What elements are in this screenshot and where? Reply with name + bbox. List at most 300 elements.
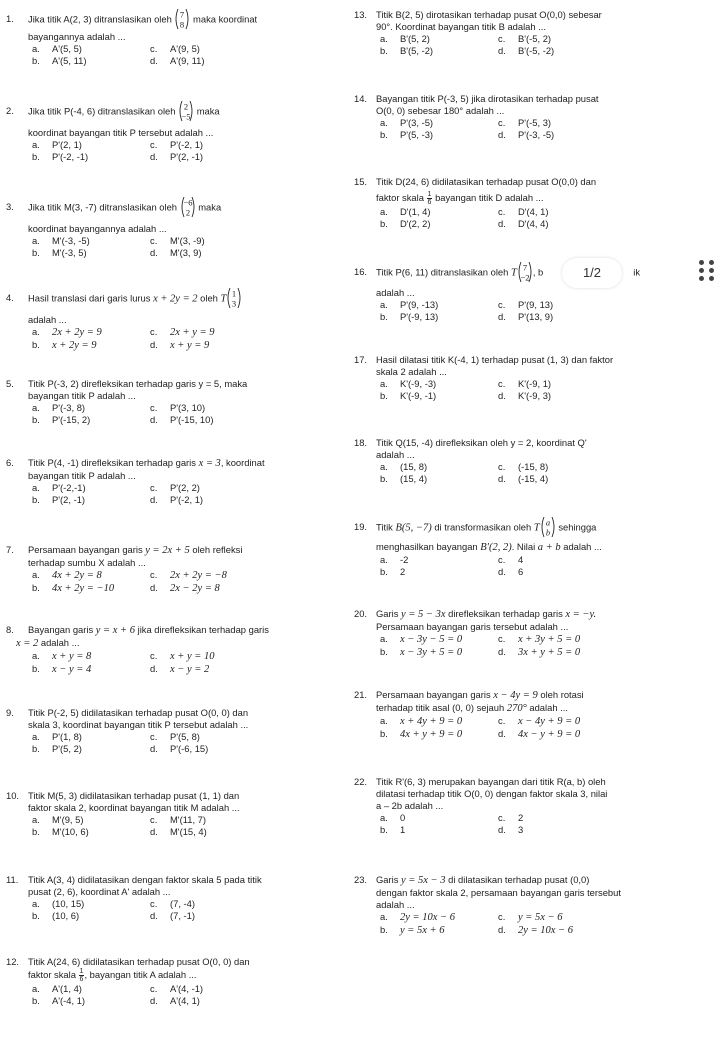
- option-text: 3x + y + 5 = 0: [518, 647, 581, 658]
- answer-option[interactable]: [498, 554, 668, 566]
- option-letter: b.: [32, 414, 40, 425]
- answer-option[interactable]: [150, 326, 320, 339]
- option-text: x + 2y = 9: [52, 340, 97, 351]
- question-text: , koordinat: [220, 457, 265, 468]
- option-text: 2x + y = 9: [170, 327, 215, 338]
- option-letter: a.: [32, 983, 40, 994]
- option-text: 4x + 2y = −10: [52, 583, 115, 594]
- option-text: (10, 6): [52, 910, 80, 921]
- answer-option[interactable]: [32, 910, 150, 922]
- answer-option[interactable]: [32, 814, 150, 826]
- answer-options: [354, 117, 716, 141]
- answer-option[interactable]: [498, 924, 668, 937]
- question-text: Persamaan bayangan garis: [28, 544, 143, 555]
- answer-option[interactable]: [380, 390, 498, 402]
- answer-option[interactable]: [150, 339, 320, 352]
- question-number: 10.: [6, 790, 20, 801]
- answer-option[interactable]: [150, 139, 320, 151]
- option-letter: c.: [150, 983, 158, 994]
- option-letter: d.: [498, 129, 506, 140]
- option-text: A'(5, 11): [52, 55, 87, 66]
- question-text: Jika titik M(3, -7) ditranslasikan oleh: [28, 201, 178, 213]
- option-letter: d.: [150, 826, 158, 837]
- option-letter: d.: [150, 414, 158, 425]
- option-letter: b.: [380, 218, 388, 229]
- question-number: 17.: [354, 354, 368, 365]
- answer-option[interactable]: [150, 235, 320, 247]
- option-letter: d.: [498, 218, 506, 229]
- answer-option[interactable]: [32, 983, 150, 995]
- option-letter: d.: [150, 910, 158, 921]
- answer-option[interactable]: [380, 924, 498, 937]
- option-letter: c.: [498, 554, 506, 565]
- option-text: 1: [400, 824, 406, 835]
- option-text: P'(-2, -1): [52, 151, 89, 162]
- question-text: Garis: [376, 608, 399, 619]
- question-text: oleh rotasi: [540, 689, 584, 700]
- option-text: 2: [400, 566, 406, 577]
- vector-brackets: [174, 8, 190, 30]
- menu-dot: [709, 276, 714, 281]
- answer-option[interactable]: [380, 812, 498, 824]
- page-indicator: 1/2: [562, 258, 622, 288]
- option-letter: d.: [498, 473, 506, 484]
- answer-option[interactable]: [32, 414, 150, 426]
- option-text: P'(3, 10): [170, 402, 206, 413]
- option-text: (7, -1): [170, 910, 196, 921]
- question-number: 22.: [354, 776, 368, 787]
- option-letter: d.: [150, 582, 158, 593]
- question-text: O(0, 0) sebesar 180° adalah ...: [376, 105, 505, 116]
- answer-options: [6, 235, 350, 259]
- equation: x − 4y = 9: [493, 690, 538, 701]
- answer-option[interactable]: [32, 55, 150, 67]
- vector-top: a: [545, 517, 550, 528]
- answer-option[interactable]: [498, 45, 668, 57]
- option-text: K'(-9, 1): [518, 378, 552, 389]
- question-text: Persamaan bayangan garis tersebut adalah ...: [376, 621, 569, 632]
- option-text: P'(13, 9): [518, 311, 554, 322]
- option-text: A'(5, 5): [52, 43, 82, 54]
- answer-options: [354, 378, 716, 402]
- option-letter: c.: [150, 139, 158, 150]
- answer-option[interactable]: [380, 206, 498, 218]
- option-text: x + y = 8: [52, 651, 92, 662]
- answer-options: [354, 461, 716, 485]
- answer-option[interactable]: [380, 311, 498, 323]
- option-letter: b.: [380, 646, 388, 657]
- answer-option[interactable]: [498, 633, 668, 646]
- answer-option[interactable]: [498, 911, 668, 924]
- answer-option[interactable]: [32, 826, 150, 838]
- question-4: [6, 288, 350, 352]
- answer-option[interactable]: [150, 663, 320, 676]
- answer-option[interactable]: [498, 728, 668, 741]
- answer-option[interactable]: [498, 812, 668, 824]
- question-text: . Nilai: [511, 541, 536, 552]
- answer-option[interactable]: [380, 911, 498, 924]
- answer-option[interactable]: [32, 569, 150, 582]
- answer-option[interactable]: [32, 235, 150, 247]
- question-10: [6, 790, 350, 838]
- left-paren: [228, 288, 230, 308]
- option-text: M'(3, 9): [170, 247, 202, 258]
- option-letter: d.: [498, 566, 506, 577]
- answer-option[interactable]: [380, 554, 498, 566]
- answer-option[interactable]: [150, 247, 320, 259]
- question-text: adalah ...: [28, 314, 67, 325]
- answer-option[interactable]: [150, 650, 320, 663]
- vector-top: 2: [183, 101, 189, 112]
- equation: x + 2y = 2: [153, 293, 198, 305]
- answer-option[interactable]: [498, 299, 668, 311]
- answer-options: [6, 402, 350, 426]
- option-letter: d.: [150, 247, 158, 258]
- answer-option[interactable]: [380, 378, 498, 390]
- question-text: bayangan titik D adalah ...: [435, 191, 544, 203]
- fraction: [427, 191, 433, 206]
- option-text: x + y = 9: [170, 340, 210, 351]
- answer-option[interactable]: [32, 339, 150, 352]
- option-text: P'(5, -3): [400, 129, 434, 140]
- answer-options: [6, 814, 350, 838]
- question-text: a – 2b adalah ...: [376, 800, 444, 811]
- answer-option[interactable]: [32, 650, 150, 663]
- option-letter: b.: [32, 826, 40, 837]
- question-number: 8.: [6, 624, 14, 635]
- option-text: M'(9, 5): [52, 814, 84, 825]
- question-text: pusat (2, 6), koordinat A' adalah ...: [28, 886, 171, 897]
- answer-option[interactable]: [380, 45, 498, 57]
- answer-options: [6, 983, 350, 1007]
- question-text: Titik P(4, -1) direfleksikan terhadap garis: [28, 457, 196, 468]
- answer-option[interactable]: [380, 566, 498, 578]
- answer-option[interactable]: [380, 461, 498, 473]
- option-text: K'(-9, 3): [518, 390, 552, 401]
- vector-bottom: −2: [520, 272, 530, 283]
- question-text: Hasil translasi dari garis lurus: [28, 292, 151, 304]
- option-text: P'(-15, 10): [170, 414, 214, 425]
- question-number: 23.: [354, 874, 368, 885]
- answer-option[interactable]: [32, 898, 150, 910]
- menu-dot: [699, 260, 704, 265]
- answer-option[interactable]: [32, 663, 150, 676]
- question-text: maka: [198, 201, 222, 213]
- answer-option[interactable]: [498, 129, 668, 141]
- menu-dot: [709, 260, 714, 265]
- answer-option[interactable]: [498, 646, 668, 659]
- question-text: , bayangan titik A adalah ...: [84, 968, 197, 980]
- answer-option[interactable]: [150, 898, 320, 910]
- question-text: skala 3, koordinat bayangan titik P tersebut adalah ...: [28, 719, 249, 730]
- vector-bottom: 8: [180, 19, 185, 30]
- option-text: M'(10, 6): [52, 826, 89, 837]
- option-text: D'(4, 4): [518, 218, 549, 229]
- question-text: bayangannya adalah ...: [28, 31, 126, 42]
- question-23: [354, 874, 716, 937]
- answer-option[interactable]: [380, 715, 498, 728]
- equation: y = 5 − 3x: [401, 609, 446, 620]
- equation: x = 2: [16, 638, 39, 649]
- answer-option[interactable]: [380, 824, 498, 836]
- answer-options: [354, 554, 716, 578]
- answer-option[interactable]: [32, 43, 150, 55]
- question-number: 15.: [354, 176, 368, 187]
- answer-option[interactable]: [32, 731, 150, 743]
- option-text: P'(2, -1): [170, 151, 204, 162]
- option-text: 4: [518, 554, 524, 565]
- answer-option[interactable]: [498, 117, 668, 129]
- question-16: [354, 262, 716, 323]
- option-letter: b.: [380, 924, 388, 935]
- answer-option[interactable]: [150, 402, 320, 414]
- option-text: 4x + y + 9 = 0: [400, 729, 463, 740]
- option-letter: c.: [150, 898, 158, 909]
- option-letter: a.: [380, 812, 388, 823]
- answer-option[interactable]: [380, 117, 498, 129]
- answer-option[interactable]: [32, 402, 150, 414]
- option-text: 2: [518, 812, 524, 823]
- right-paren: [238, 288, 240, 308]
- option-letter: c.: [150, 482, 158, 493]
- option-text: (10, 15): [52, 898, 85, 909]
- question-text: ik: [633, 266, 641, 278]
- answer-option[interactable]: [32, 494, 150, 506]
- answer-options: [6, 326, 350, 352]
- column-vector: [540, 516, 556, 538]
- answer-option[interactable]: [150, 414, 320, 426]
- question-13: [354, 9, 716, 57]
- option-letter: b.: [32, 339, 40, 350]
- answer-option[interactable]: [150, 826, 320, 838]
- equation: x = 3: [198, 458, 221, 469]
- option-text: A'(4, 1): [170, 995, 200, 1006]
- answer-option[interactable]: [150, 55, 320, 67]
- option-letter: a.: [32, 235, 40, 246]
- question-number: 12.: [6, 956, 20, 967]
- option-text: (-15, 4): [518, 473, 549, 484]
- answer-option[interactable]: [380, 646, 498, 659]
- answer-option[interactable]: [380, 299, 498, 311]
- vector-bottom: −5: [181, 111, 191, 122]
- option-text: M'(11, 7): [170, 814, 206, 825]
- answer-option[interactable]: [498, 33, 668, 45]
- option-text: P'(-5, 3): [518, 117, 552, 128]
- answer-options: [6, 569, 350, 595]
- question-number: 19.: [354, 521, 368, 533]
- option-text: M'(15, 4): [170, 826, 207, 837]
- option-letter: a.: [32, 482, 40, 493]
- menu-dot: [699, 268, 704, 273]
- option-letter: a.: [32, 569, 40, 580]
- option-text: P'(-2, 1): [170, 139, 204, 150]
- question-text: sehingga: [558, 521, 597, 533]
- option-text: (15, 4): [400, 473, 428, 484]
- menu-dot: [709, 268, 714, 273]
- option-letter: d.: [150, 55, 158, 66]
- option-text: (7, -4): [170, 898, 196, 909]
- option-letter: c.: [498, 461, 506, 472]
- question-text: 90°. Koordinat bayangan titik B adalah ...: [376, 21, 547, 32]
- fraction-numerator: 1: [427, 191, 432, 198]
- answer-option[interactable]: [150, 731, 320, 743]
- answer-option[interactable]: [498, 390, 668, 402]
- option-text: x − y = 4: [52, 664, 92, 675]
- answer-option[interactable]: [380, 218, 498, 230]
- option-text: B'(-5, -2): [518, 45, 555, 56]
- option-letter: b.: [380, 129, 388, 140]
- answer-option[interactable]: [498, 311, 668, 323]
- question-2: [6, 101, 350, 163]
- answer-option[interactable]: [498, 206, 668, 218]
- menu-dot: [699, 276, 704, 281]
- question-text: Titik R'(6, 3) merupakan bayangan dari titik R(a, b) oleh: [376, 776, 606, 787]
- option-letter: a.: [380, 117, 388, 128]
- question-text: faktor skala 2, koordinat bayangan titik M adalah ...: [28, 802, 240, 813]
- option-letter: b.: [32, 743, 40, 754]
- menu-dots-icon[interactable]: [697, 258, 717, 284]
- vector-brackets: [178, 100, 194, 122]
- answer-option[interactable]: [150, 983, 320, 995]
- vector-brackets: [180, 196, 196, 218]
- option-letter: d.: [498, 646, 506, 657]
- answer-option[interactable]: [150, 743, 320, 755]
- option-letter: c.: [150, 235, 158, 246]
- question-text: Titik B(2, 5) dirotasikan terhadap pusat O(0,0) sebesar: [376, 9, 602, 20]
- question-21: [354, 689, 716, 741]
- answer-option[interactable]: [498, 824, 668, 836]
- option-letter: b.: [32, 494, 40, 505]
- answer-option[interactable]: [150, 995, 320, 1007]
- question-text: adalah ...: [376, 449, 415, 460]
- option-text: P'(-6, 15): [170, 743, 209, 754]
- option-text: P'(9, -13): [400, 299, 439, 310]
- option-letter: b.: [380, 728, 388, 739]
- answer-option[interactable]: [380, 633, 498, 646]
- answer-option[interactable]: [150, 910, 320, 922]
- answer-option[interactable]: [498, 218, 668, 230]
- left-paren: [176, 9, 178, 29]
- option-letter: a.: [32, 731, 40, 742]
- answer-option[interactable]: [150, 151, 320, 163]
- answer-options: [354, 206, 716, 230]
- answer-option[interactable]: [32, 247, 150, 259]
- question-3: [6, 197, 350, 259]
- option-text: 3: [518, 824, 524, 835]
- vector-bottom: 2: [185, 207, 190, 218]
- vector-brackets: [226, 287, 242, 309]
- option-text: x − 4y + 9 = 0: [518, 716, 581, 727]
- fraction-denominator: 6: [427, 199, 432, 206]
- answer-option[interactable]: [150, 482, 320, 494]
- answer-option[interactable]: [498, 461, 668, 473]
- question-text: adalah ...: [563, 541, 602, 552]
- option-letter: c.: [498, 378, 506, 389]
- option-letter: b.: [380, 566, 388, 577]
- answer-option[interactable]: [498, 378, 668, 390]
- option-letter: c.: [498, 812, 506, 823]
- answer-option[interactable]: [32, 743, 150, 755]
- question-7: [6, 544, 350, 595]
- option-text: (-15, 8): [518, 461, 549, 472]
- answer-options: [6, 898, 350, 922]
- option-letter: a.: [380, 33, 388, 44]
- answer-option[interactable]: [32, 582, 150, 595]
- answer-option[interactable]: [498, 715, 668, 728]
- answer-option[interactable]: [32, 139, 150, 151]
- vector-bottom: 3: [232, 298, 237, 309]
- vector-top: 7: [522, 262, 527, 273]
- answer-option[interactable]: [32, 995, 150, 1007]
- column-vector: [517, 261, 533, 283]
- option-letter: c.: [150, 326, 158, 337]
- question-20: [354, 608, 716, 659]
- answer-options: [6, 482, 350, 506]
- answer-option[interactable]: [498, 566, 668, 578]
- option-letter: a.: [380, 461, 388, 472]
- vector-brackets: [540, 516, 556, 538]
- answer-option[interactable]: [498, 473, 668, 485]
- option-text: P'(-2, 1): [170, 494, 204, 505]
- question-text: adalah ...: [529, 702, 568, 713]
- answer-option[interactable]: [32, 326, 150, 339]
- option-letter: a.: [380, 633, 388, 644]
- option-text: B'(-5, 2): [518, 33, 552, 44]
- answer-option[interactable]: [150, 43, 320, 55]
- answer-option[interactable]: [150, 582, 320, 595]
- option-letter: a.: [32, 650, 40, 661]
- option-letter: c.: [498, 33, 506, 44]
- question-text: Garis: [376, 874, 399, 885]
- question-6: [6, 457, 350, 506]
- option-letter: b.: [32, 247, 40, 258]
- question-text: menghasilkan bayangan: [376, 541, 478, 552]
- answer-option[interactable]: [32, 151, 150, 163]
- option-letter: a.: [32, 326, 40, 337]
- answer-option[interactable]: [150, 494, 320, 506]
- option-letter: b.: [380, 45, 388, 56]
- answer-option[interactable]: [150, 569, 320, 582]
- question-17: [354, 354, 716, 402]
- option-letter: b.: [32, 663, 40, 674]
- option-letter: c.: [498, 206, 506, 217]
- equation: y = 5x − 3: [401, 875, 446, 886]
- option-letter: a.: [32, 139, 40, 150]
- option-text: P'(-9, 13): [400, 311, 439, 322]
- question-9: [6, 707, 350, 755]
- option-letter: a.: [380, 911, 388, 922]
- answer-option[interactable]: [380, 728, 498, 741]
- question-text: maka: [196, 105, 220, 117]
- option-letter: d.: [150, 743, 158, 754]
- option-letter: c.: [150, 731, 158, 742]
- answer-option[interactable]: [380, 33, 498, 45]
- option-letter: d.: [498, 924, 506, 935]
- option-letter: c.: [150, 402, 158, 413]
- answer-option[interactable]: [32, 482, 150, 494]
- option-text: (15, 8): [400, 461, 428, 472]
- option-letter: a.: [380, 715, 388, 726]
- answer-option[interactable]: [380, 129, 498, 141]
- option-text: 2x + 2y = −8: [170, 570, 227, 581]
- question-15: [354, 176, 716, 230]
- vector-bottom: b: [545, 527, 550, 538]
- question-text: , b: [532, 266, 544, 278]
- question-text: jika direfleksikan terhadap garis: [137, 624, 269, 635]
- answer-option[interactable]: [150, 814, 320, 826]
- answer-option[interactable]: [380, 473, 498, 485]
- option-letter: c.: [498, 911, 506, 922]
